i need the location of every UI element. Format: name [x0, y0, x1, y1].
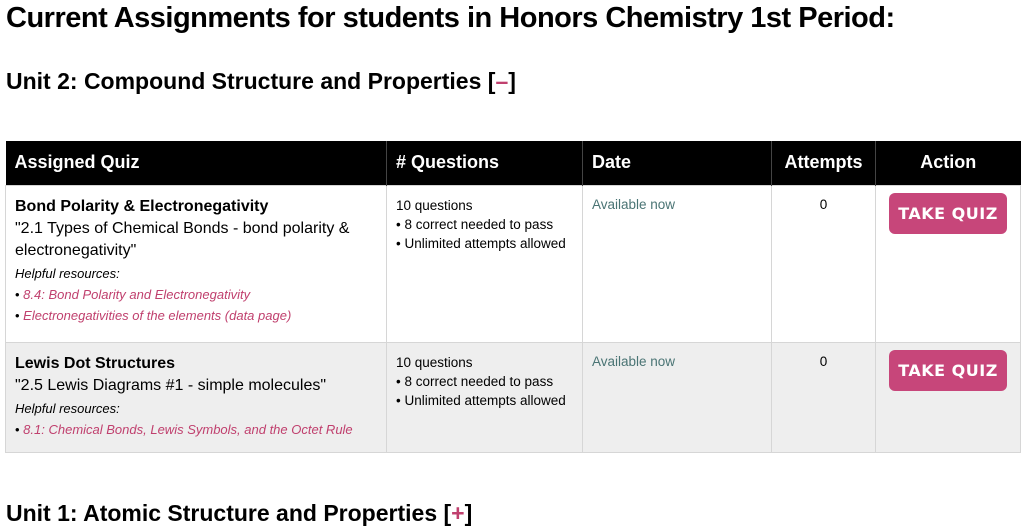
attempts-cell: [772, 185, 876, 342]
helpful-resources-label: Helpful resources:: [15, 400, 120, 416]
question-count: 10 questions: [396, 197, 473, 213]
attempts-count: 0: [819, 353, 828, 369]
availability-status: Available now: [592, 196, 676, 212]
questions-cell: [387, 185, 583, 342]
quiz-subtitle: "2.5 Lewis Diagrams #1 - simple molecules": [15, 376, 327, 394]
action-cell: [876, 342, 1021, 452]
date-cell: [583, 185, 772, 342]
resource-link[interactable]: 8.1: Chemical Bonds, Lewis Symbols, and the Octet Rule: [23, 421, 353, 437]
resource-link[interactable]: 8.4: Bond Polarity and Electronegativity: [23, 286, 251, 302]
unit-2-title: Unit 2: Compound Structure and Properties: [6, 68, 482, 94]
attempts-count: 0: [819, 196, 828, 212]
pass-requirement: • 8 correct needed to pass: [396, 216, 554, 232]
unit-1-title: Unit 1: Atomic Structure and Properties: [6, 500, 438, 526]
toggle-bracket-close: ]: [508, 68, 516, 94]
attempts-cell: [772, 342, 876, 452]
date-cell: [583, 342, 772, 452]
availability-status: Available now: [592, 353, 676, 369]
quiz-cell: [6, 342, 387, 452]
header-assigned-quiz: Assigned Quiz: [6, 141, 387, 185]
header-attempts: Attempts: [772, 141, 876, 185]
toggle-bracket-open: [: [443, 500, 452, 526]
resource-link[interactable]: Electronegativities of the elements (data page): [23, 307, 292, 323]
unit-1-heading: [6, 500, 472, 527]
table-row: [6, 185, 1021, 342]
resource-item: • 8.1: Chemical Bonds, Lewis Symbols, and the Octet Rule: [15, 421, 353, 437]
take-quiz-button[interactable]: TAKE QUIZ: [889, 350, 1007, 391]
collapse-minus-icon: –: [495, 68, 509, 94]
page-title: Current Assignments for students in Honors Chemistry 1st Period:: [6, 2, 895, 34]
resource-item: • Electronegativities of the elements (data page): [15, 307, 292, 323]
expand-plus-icon: +: [451, 500, 465, 526]
attempts-allowed: • Unlimited attempts allowed: [396, 392, 566, 408]
toggle-bracket-open: [: [487, 68, 496, 94]
take-quiz-button[interactable]: TAKE QUIZ: [889, 193, 1007, 234]
quiz-name: Lewis Dot Structures: [15, 354, 176, 372]
pass-requirement: • 8 correct needed to pass: [396, 373, 554, 389]
unit-2-collapse-toggle[interactable]: [488, 68, 516, 94]
table-header-row: [6, 141, 1021, 185]
header-questions: # Questions: [387, 141, 583, 185]
header-date: Date: [583, 141, 772, 185]
action-cell: [876, 185, 1021, 342]
toggle-bracket-close: ]: [464, 500, 473, 526]
assignments-table: [5, 141, 1021, 453]
unit-1-expand-toggle[interactable]: [444, 500, 473, 526]
resource-item: • 8.4: Bond Polarity and Electronegativity: [15, 286, 251, 302]
unit-2-heading: [6, 68, 516, 95]
attempts-allowed: • Unlimited attempts allowed: [396, 235, 566, 251]
table-row: [6, 342, 1021, 452]
helpful-resources-label: Helpful resources:: [15, 265, 120, 281]
quiz-name: Bond Polarity & Electronegativity: [15, 197, 269, 215]
question-count: 10 questions: [396, 354, 473, 370]
questions-cell: [387, 342, 583, 452]
quiz-cell: [6, 185, 387, 342]
quiz-subtitle: "2.1 Types of Chemical Bonds - bond polarity & electronegativity": [15, 219, 350, 259]
header-action: Action: [876, 141, 1021, 185]
